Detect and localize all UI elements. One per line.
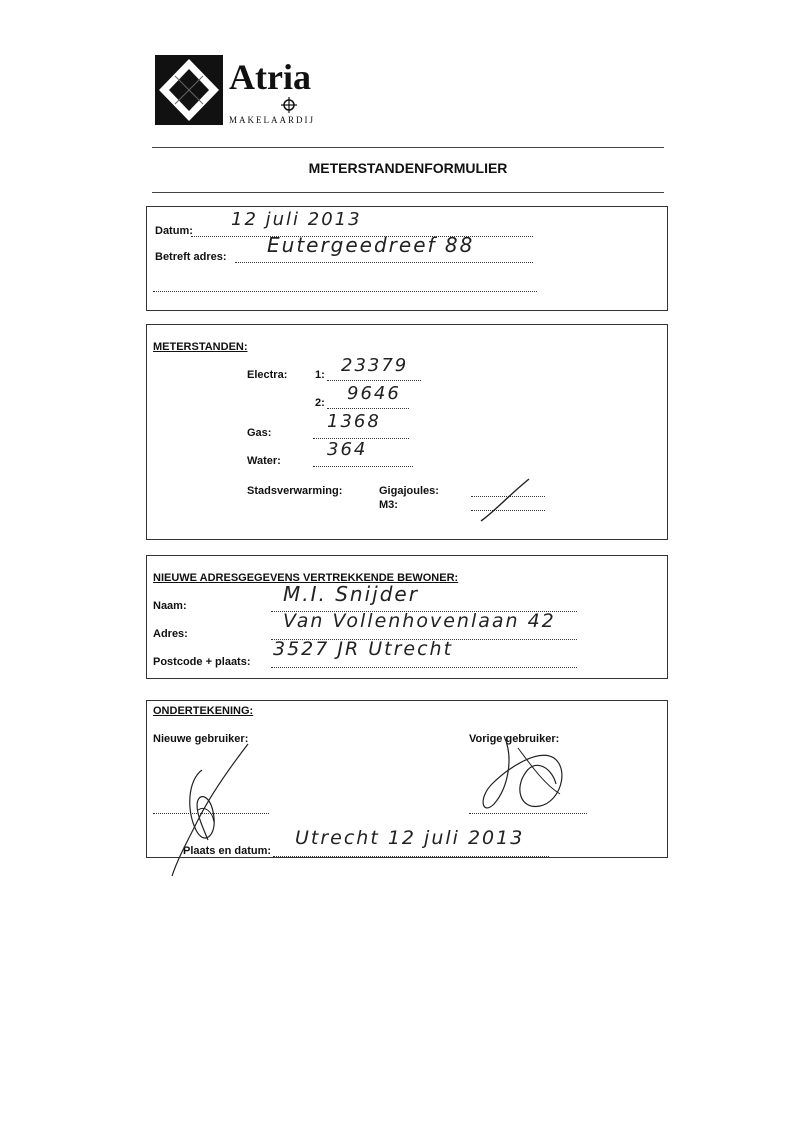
naam-value[interactable]: M.I. Snijder bbox=[283, 582, 419, 606]
datum-label: Datum: bbox=[155, 225, 193, 237]
electra-label: Electra: bbox=[247, 369, 288, 381]
nieuwe-adres-label: Adres: bbox=[153, 628, 188, 640]
meterstanden-section bbox=[146, 324, 668, 540]
gas-value[interactable]: 1368 bbox=[327, 411, 381, 432]
electra2-value[interactable]: 9646 bbox=[347, 383, 401, 404]
postcode-label: Postcode + plaats: bbox=[153, 656, 251, 668]
water-value[interactable]: 364 bbox=[327, 439, 368, 460]
nieuwe-adres-heading: NIEUWE ADRESGEGEVENS VERTREKKENDE BEWONER: bbox=[153, 572, 459, 584]
vorige-gebruiker-label: Vorige gebruiker: bbox=[469, 733, 560, 745]
gas-label: Gas: bbox=[247, 427, 272, 439]
gigajoules-label: Gigajoules: bbox=[379, 485, 439, 497]
meterstanden-heading: METERSTANDEN: bbox=[153, 341, 248, 353]
plaats-datum-value[interactable]: Utrecht 12 juli 2013 bbox=[295, 827, 525, 849]
title-top-rule bbox=[152, 147, 664, 148]
adres-label: Betreft adres: bbox=[155, 251, 227, 263]
nieuwe-adres-value[interactable]: Van Vollenhovenlaan 42 bbox=[283, 610, 556, 632]
nieuwe-gebruiker-signature-icon bbox=[168, 740, 268, 880]
water-label: Water: bbox=[247, 455, 281, 467]
electra2-prefix: 2: bbox=[315, 397, 325, 409]
page-title: METERSTANDENFORMULIER bbox=[308, 160, 508, 176]
adres-value[interactable]: Eutergeedreef 88 bbox=[267, 233, 475, 257]
plaats-datum-label: Plaats en datum: bbox=[183, 845, 272, 857]
stadsverwarming-label: Stadsverwarming: bbox=[247, 485, 343, 497]
strike-mark-icon bbox=[477, 475, 537, 525]
logo bbox=[155, 55, 335, 130]
title-bottom-rule bbox=[152, 192, 664, 193]
logo-ornament-icon bbox=[281, 97, 297, 113]
extra-dotline bbox=[153, 279, 537, 292]
logo-subtitle: MAKELAARDIJ bbox=[229, 115, 315, 125]
nieuwe-gebruiker-label: Nieuwe gebruiker: bbox=[153, 733, 249, 745]
naam-label: Naam: bbox=[153, 600, 187, 612]
logo-name: Atria bbox=[229, 57, 311, 97]
ondertekening-heading: ONDERTEKENING: bbox=[153, 705, 254, 717]
m3-label: M3: bbox=[379, 499, 398, 511]
datum-value[interactable]: 12 juli 2013 bbox=[231, 209, 362, 230]
electra1-value[interactable]: 23379 bbox=[341, 355, 409, 376]
nieuwe-adres-section bbox=[146, 555, 668, 679]
logo-emblem-icon bbox=[155, 55, 223, 125]
vorige-gebruiker-signature-icon bbox=[474, 728, 574, 818]
postcode-value[interactable]: 3527 JR Utrecht bbox=[273, 638, 454, 660]
datum-section bbox=[146, 206, 668, 311]
electra1-prefix: 1: bbox=[315, 369, 325, 381]
